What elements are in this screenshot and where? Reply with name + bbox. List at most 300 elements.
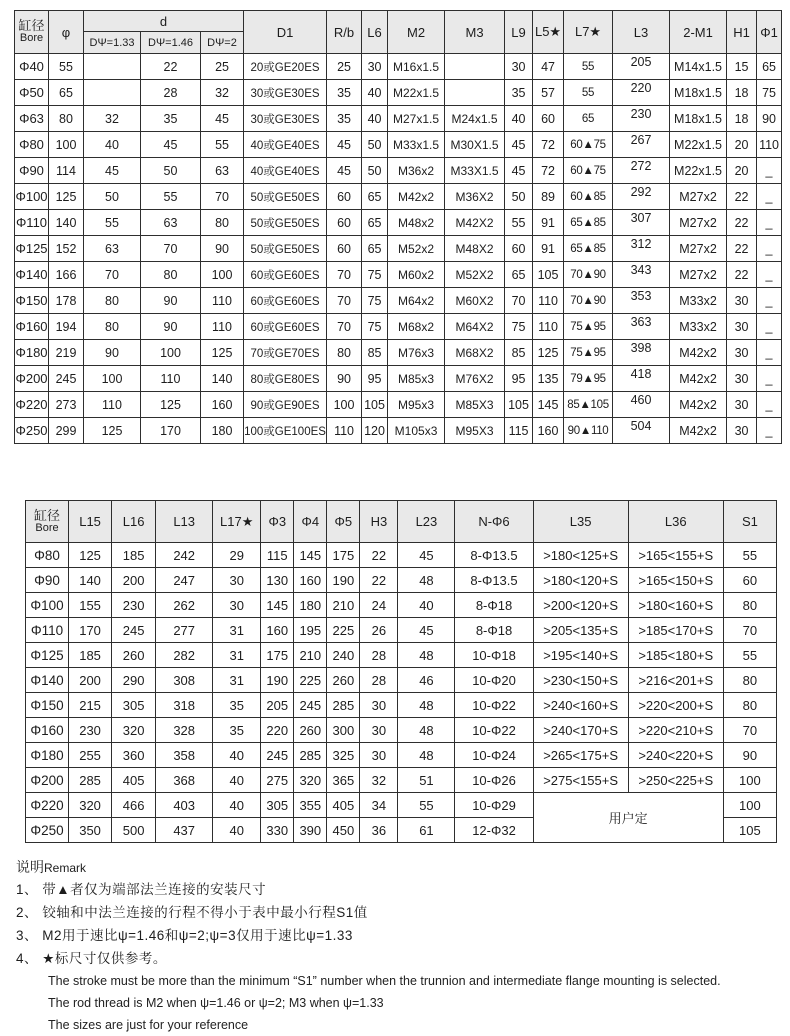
table-cell: 40或GE40ES (244, 158, 327, 184)
table-cell: 35 (327, 106, 362, 132)
table2-row (26, 543, 777, 568)
table-cell: 35 (213, 718, 261, 743)
table-cell: 245 (49, 366, 84, 392)
table-cell: 45 (398, 543, 455, 568)
table2-row (26, 693, 777, 718)
table-cell: Φ220 (15, 392, 49, 418)
table-cell: 353 (613, 288, 670, 314)
table-cell: 355 (294, 793, 327, 818)
table-cell: 70 (723, 618, 776, 643)
table-cell (84, 54, 141, 80)
table-cell: 55 (505, 210, 533, 236)
table-cell (84, 80, 141, 106)
table-cell: M22x1.5 (388, 80, 445, 106)
table-cell: _ (757, 184, 782, 210)
table-cell: 90▲110 (564, 418, 613, 444)
table-cell: Φ125 (15, 236, 49, 262)
table-cell: 105 (362, 392, 388, 418)
table-cell: 205 (613, 54, 670, 80)
table-cell: 46 (398, 668, 455, 693)
table-cell: Φ80 (15, 132, 49, 158)
header-l15: L15 (69, 501, 112, 543)
table-cell: 65▲85 (564, 236, 613, 262)
table-cell: 80 (201, 210, 244, 236)
table-cell: 25 (327, 54, 362, 80)
table1-row (15, 418, 782, 444)
table-cell: 10-Φ18 (455, 643, 533, 668)
table-cell: 80 (723, 693, 776, 718)
table-cell: M85x3 (388, 366, 445, 392)
table-cell: M64x2 (388, 288, 445, 314)
table-cell: 72 (533, 132, 564, 158)
table-cell: 57 (533, 80, 564, 106)
table-cell: M33X1.5 (445, 158, 505, 184)
table-cell: 125 (201, 340, 244, 366)
table-cell: 40 (213, 768, 261, 793)
table-cell: 100 (49, 132, 84, 158)
table-cell: 28 (360, 668, 398, 693)
table-cell: 91 (533, 236, 564, 262)
header-h1: H1 (727, 11, 757, 54)
header-bore (15, 11, 49, 54)
table-cell: 245 (112, 618, 156, 643)
table-cell: 65 (757, 54, 782, 80)
table-cell: M64X2 (445, 314, 505, 340)
table-cell: 55 (564, 80, 613, 106)
table2-row (26, 718, 777, 743)
table-cell: 110 (201, 314, 244, 340)
header-l6: L6 (362, 11, 388, 54)
table-cell: Φ200 (15, 366, 49, 392)
table-cell: 178 (49, 288, 84, 314)
table-cell: 210 (294, 643, 327, 668)
table2-row (26, 593, 777, 618)
table-cell: 350 (69, 818, 112, 843)
table2-row (26, 668, 777, 693)
table-cell: 60▲85 (564, 184, 613, 210)
table-cell: 105 (533, 262, 564, 288)
table-cell: 180 (294, 593, 327, 618)
table-cell: 65▲85 (564, 210, 613, 236)
table-cell: 80 (723, 668, 776, 693)
table-cell: M18x1.5 (670, 106, 727, 132)
table-cell: _ (757, 340, 782, 366)
table-cell: Φ90 (26, 568, 69, 593)
table-cell: 50 (84, 184, 141, 210)
table-cell: 40 (362, 106, 388, 132)
header-l5: L5★ (533, 11, 564, 54)
table-cell: 300 (327, 718, 360, 743)
table-cell: M30X1.5 (445, 132, 505, 158)
table-cell: 8-Φ13.5 (455, 543, 533, 568)
table-cell: 60或GE60ES (244, 314, 327, 340)
table-cell: 40 (84, 132, 141, 158)
table-cell: 320 (69, 793, 112, 818)
table-cell: 290 (112, 668, 156, 693)
table-cell: 70 (327, 262, 362, 288)
table-cell: 60或GE60ES (244, 288, 327, 314)
table2-row (26, 618, 777, 643)
table-cell: >205<135+S (533, 618, 628, 643)
table-cell: 70或GE70ES (244, 340, 327, 366)
table-cell: 130 (261, 568, 294, 593)
table-cell: 70 (505, 288, 533, 314)
remarks-title-en: Remark (44, 861, 87, 875)
table-cell: 60▲75 (564, 132, 613, 158)
table-cell: 60 (723, 568, 776, 593)
table-cell: 40 (213, 818, 261, 843)
table-cell: 30 (213, 568, 261, 593)
header-m2: M2 (388, 11, 445, 54)
header-l7: L7★ (564, 11, 613, 54)
table-cell: 110 (757, 132, 782, 158)
table-cell: 48 (398, 743, 455, 768)
table-cell: 240 (327, 643, 360, 668)
table-cell: 390 (294, 818, 327, 843)
table-cell: >240<220+S (628, 743, 723, 768)
table-cell: 55 (398, 793, 455, 818)
table-cell: M52x2 (388, 236, 445, 262)
table-cell: 330 (261, 818, 294, 843)
table-cell: M95X3 (445, 418, 505, 444)
table-cell: 79▲95 (564, 366, 613, 392)
table-cell: 10-Φ24 (455, 743, 533, 768)
table-cell: 用户定 (533, 793, 723, 843)
table-cell: 90 (141, 288, 201, 314)
header-l35: L35 (533, 501, 628, 543)
table-cell: M42x2 (388, 184, 445, 210)
header-s1: S1 (723, 501, 776, 543)
table1-row (15, 80, 782, 106)
table-cell: 245 (294, 693, 327, 718)
table-cell: Φ250 (15, 418, 49, 444)
table-cell: >185<170+S (628, 618, 723, 643)
table-cell: 63 (141, 210, 201, 236)
table-cell: 91 (533, 210, 564, 236)
table-cell: 10-Φ22 (455, 693, 533, 718)
table-cell: 398 (613, 340, 670, 366)
table-cell: 437 (156, 818, 213, 843)
header-bore-zh: 缸径 (18, 18, 45, 34)
table-cell: >216<201+S (628, 668, 723, 693)
table-cell: 8-Φ18 (455, 618, 533, 643)
table-cell: >240<160+S (533, 693, 628, 718)
table-cell: _ (757, 236, 782, 262)
table-cell: M27x2 (670, 210, 727, 236)
table-cell: M105x3 (388, 418, 445, 444)
table-cell: 40 (213, 793, 261, 818)
table-cell: 242 (156, 543, 213, 568)
table-cell: 29 (213, 543, 261, 568)
table-cell: 255 (69, 743, 112, 768)
table-cell: 32 (201, 80, 244, 106)
table-cell: 70 (201, 184, 244, 210)
table-cell: 125 (141, 392, 201, 418)
table-cell: 220 (613, 80, 670, 106)
table-cell: 185 (69, 643, 112, 668)
table-cell: M42x2 (670, 366, 727, 392)
table-cell: 80或GE80ES (244, 366, 327, 392)
table-cell: 75 (757, 80, 782, 106)
table-cell: 85 (505, 340, 533, 366)
table-cell: 55 (564, 54, 613, 80)
header-bore-en-2: Bore (35, 521, 59, 534)
table-cell: 230 (613, 106, 670, 132)
table-cell: >180<125+S (533, 543, 628, 568)
table-cell: 60▲75 (564, 158, 613, 184)
table1-row (15, 106, 782, 132)
table-cell: Φ80 (26, 543, 69, 568)
table-cell: 70▲90 (564, 288, 613, 314)
table-cell: 105 (505, 392, 533, 418)
table-cell: Φ200 (26, 768, 69, 793)
table-cell: _ (757, 158, 782, 184)
table-cell: 115 (505, 418, 533, 444)
table-cell: M27x1.5 (388, 106, 445, 132)
table-cell: 90或GE90ES (244, 392, 327, 418)
remark-item-4: 4、 ★标尺寸仅供参考。 (16, 951, 167, 966)
table-cell: M16x1.5 (388, 54, 445, 80)
table-cell: 85▲105 (564, 392, 613, 418)
table-cell: 247 (156, 568, 213, 593)
header-phi1: Φ1 (757, 11, 782, 54)
table-cell: 190 (261, 668, 294, 693)
table-cell: 36 (360, 818, 398, 843)
table-cell: 22 (141, 54, 201, 80)
table-cell: 110 (141, 366, 201, 392)
table-cell: 65 (362, 184, 388, 210)
header-d-psi-2: DΨ=2 (201, 32, 244, 54)
table-cell: >180<120+S (533, 568, 628, 593)
table-cell: Φ63 (15, 106, 49, 132)
table-cell: 30 (727, 288, 757, 314)
header-l9: L9 (505, 11, 533, 54)
table-cell: 230 (112, 593, 156, 618)
table-cell: 30 (505, 54, 533, 80)
table-cell: 230 (69, 718, 112, 743)
table-cell: 285 (294, 743, 327, 768)
table1-row (15, 288, 782, 314)
table-cell: _ (757, 288, 782, 314)
table-cell: 343 (613, 262, 670, 288)
table-cell: 307 (613, 210, 670, 236)
table1-row (15, 210, 782, 236)
table-cell: M22x1.5 (670, 158, 727, 184)
table-cell: M36x2 (388, 158, 445, 184)
table-cell: 260 (112, 643, 156, 668)
table-cell: >165<150+S (628, 568, 723, 593)
header-phi3: Φ3 (261, 501, 294, 543)
table-cell: 34 (360, 793, 398, 818)
header-l36: L36 (628, 501, 723, 543)
table-cell: 275 (261, 768, 294, 793)
table-cell: 61 (398, 818, 455, 843)
table-cell: 225 (294, 668, 327, 693)
table-cell: 194 (49, 314, 84, 340)
table-cell: 365 (327, 768, 360, 793)
table-cell: 160 (294, 568, 327, 593)
table-cell: Φ220 (26, 793, 69, 818)
table-cell: 75 (362, 314, 388, 340)
table-cell: M18x1.5 (670, 80, 727, 106)
table-cell: Φ180 (15, 340, 49, 366)
table-cell: 18 (727, 106, 757, 132)
table-cell: M42x2 (670, 418, 727, 444)
remarks-section (16, 858, 776, 1036)
table-cell: 504 (613, 418, 670, 444)
table-cell: 114 (49, 158, 84, 184)
table-cell: 55 (84, 210, 141, 236)
table-cell: M42x2 (670, 340, 727, 366)
table-cell: 125 (69, 543, 112, 568)
table-cell: >240<170+S (533, 718, 628, 743)
table-cell: 90 (84, 340, 141, 366)
table-cell: >200<120+S (533, 593, 628, 618)
table-cell: 285 (69, 768, 112, 793)
table-cell: 48 (398, 718, 455, 743)
header-rb: R/b (327, 11, 362, 54)
table-cell: M42x2 (670, 392, 727, 418)
table-cell: 70 (327, 288, 362, 314)
table-cell: 110 (327, 418, 362, 444)
table-cell: M14x1.5 (670, 54, 727, 80)
header-2m1: 2-M1 (670, 11, 727, 54)
table-cell: 26 (360, 618, 398, 643)
table-cell: 282 (156, 643, 213, 668)
table-cell: _ (757, 262, 782, 288)
table-cell: 48 (398, 693, 455, 718)
table-cell: 55 (723, 543, 776, 568)
table-cell: Φ140 (26, 668, 69, 693)
table-cell: 273 (49, 392, 84, 418)
table2-header (26, 501, 777, 543)
table-cell: 363 (613, 314, 670, 340)
table1-row (15, 262, 782, 288)
table-cell: 35 (505, 80, 533, 106)
table-cell: Φ100 (15, 184, 49, 210)
table-cell: 160 (201, 392, 244, 418)
table-cell: 45 (398, 618, 455, 643)
table-cell: 65 (362, 210, 388, 236)
table-cell: M27x2 (670, 184, 727, 210)
table-cell: >230<150+S (533, 668, 628, 693)
table-cell: Φ150 (15, 288, 49, 314)
table-cell: 89 (533, 184, 564, 210)
table-cell: 299 (49, 418, 84, 444)
table-cell: 45 (141, 132, 201, 158)
table-cell: 135 (533, 366, 564, 392)
table-cell: 65 (362, 236, 388, 262)
table-cell: 60 (327, 210, 362, 236)
table-cell: 125 (533, 340, 564, 366)
table-cell: 22 (360, 543, 398, 568)
table-cell: 100 (141, 340, 201, 366)
table-cell: Φ110 (26, 618, 69, 643)
table-cell: 70 (84, 262, 141, 288)
table-cell: 140 (201, 366, 244, 392)
table-cell: M27x2 (670, 236, 727, 262)
table-cell: >275<155+S (533, 768, 628, 793)
table-cell: >250<225+S (628, 768, 723, 793)
table-cell: 40 (362, 80, 388, 106)
table-cell: 40 (213, 743, 261, 768)
table-cell: 145 (294, 543, 327, 568)
table-cell: Φ160 (15, 314, 49, 340)
table-cell: 40 (398, 593, 455, 618)
table-cell: 60 (505, 236, 533, 262)
table-cell: M60x2 (388, 262, 445, 288)
table-cell: 30 (727, 366, 757, 392)
table-cell: Φ125 (26, 643, 69, 668)
table2-row (26, 568, 777, 593)
table-cell: 358 (156, 743, 213, 768)
table-cell: 70 (327, 314, 362, 340)
table-cell: 75▲95 (564, 340, 613, 366)
table-cell: 75 (362, 288, 388, 314)
table-cell: 45 (505, 132, 533, 158)
table1-row (15, 54, 782, 80)
header-l23: L23 (398, 501, 455, 543)
table-cell: 292 (613, 184, 670, 210)
header-phi: φ (49, 11, 84, 54)
table-cell: 90 (723, 743, 776, 768)
table-cell: 20或GE20ES (244, 54, 327, 80)
table1-row (15, 314, 782, 340)
table-cell: 405 (112, 768, 156, 793)
table-cell: 120 (362, 418, 388, 444)
table-cell: 8-Φ13.5 (455, 568, 533, 593)
table-cell: 30 (727, 392, 757, 418)
table-cell: 10-Φ22 (455, 718, 533, 743)
table-cell: Φ100 (26, 593, 69, 618)
table-cell: M36X2 (445, 184, 505, 210)
table-cell: 155 (69, 593, 112, 618)
table-cell: 31 (213, 643, 261, 668)
table-cell: 185 (112, 543, 156, 568)
table-cell: >220<210+S (628, 718, 723, 743)
table-cell: Φ110 (15, 210, 49, 236)
table-cell: 460 (613, 392, 670, 418)
table-cell: >265<175+S (533, 743, 628, 768)
table-cell: 63 (84, 236, 141, 262)
table1-row (15, 158, 782, 184)
table-cell: 115 (261, 543, 294, 568)
header-bore-zh-2: 缸径 (34, 507, 61, 523)
header-phi5: Φ5 (327, 501, 360, 543)
table-cell: 22 (727, 236, 757, 262)
table-cell: M33x2 (670, 314, 727, 340)
header-l17: L17★ (213, 501, 261, 543)
table-cell: 32 (84, 106, 141, 132)
table1-row (15, 236, 782, 262)
table-cell: 31 (213, 668, 261, 693)
table-cell: 225 (327, 618, 360, 643)
table-cell: 48 (398, 643, 455, 668)
table-cell (445, 54, 505, 80)
table-cell: 145 (533, 392, 564, 418)
table2-body (26, 543, 777, 843)
table-cell: 105 (723, 818, 776, 843)
table-cell: 285 (327, 693, 360, 718)
table-cell: 320 (294, 768, 327, 793)
table-cell: M48X2 (445, 236, 505, 262)
table-cell: 8-Φ18 (455, 593, 533, 618)
table-cell: 466 (112, 793, 156, 818)
table-cell: M27x2 (670, 262, 727, 288)
table-cell: M60X2 (445, 288, 505, 314)
table-cell: 35 (327, 80, 362, 106)
remark-english-1: The stroke must be more than the minimum “S1” number when the trunnion and intermediate flange mounting is selected. (48, 974, 721, 988)
